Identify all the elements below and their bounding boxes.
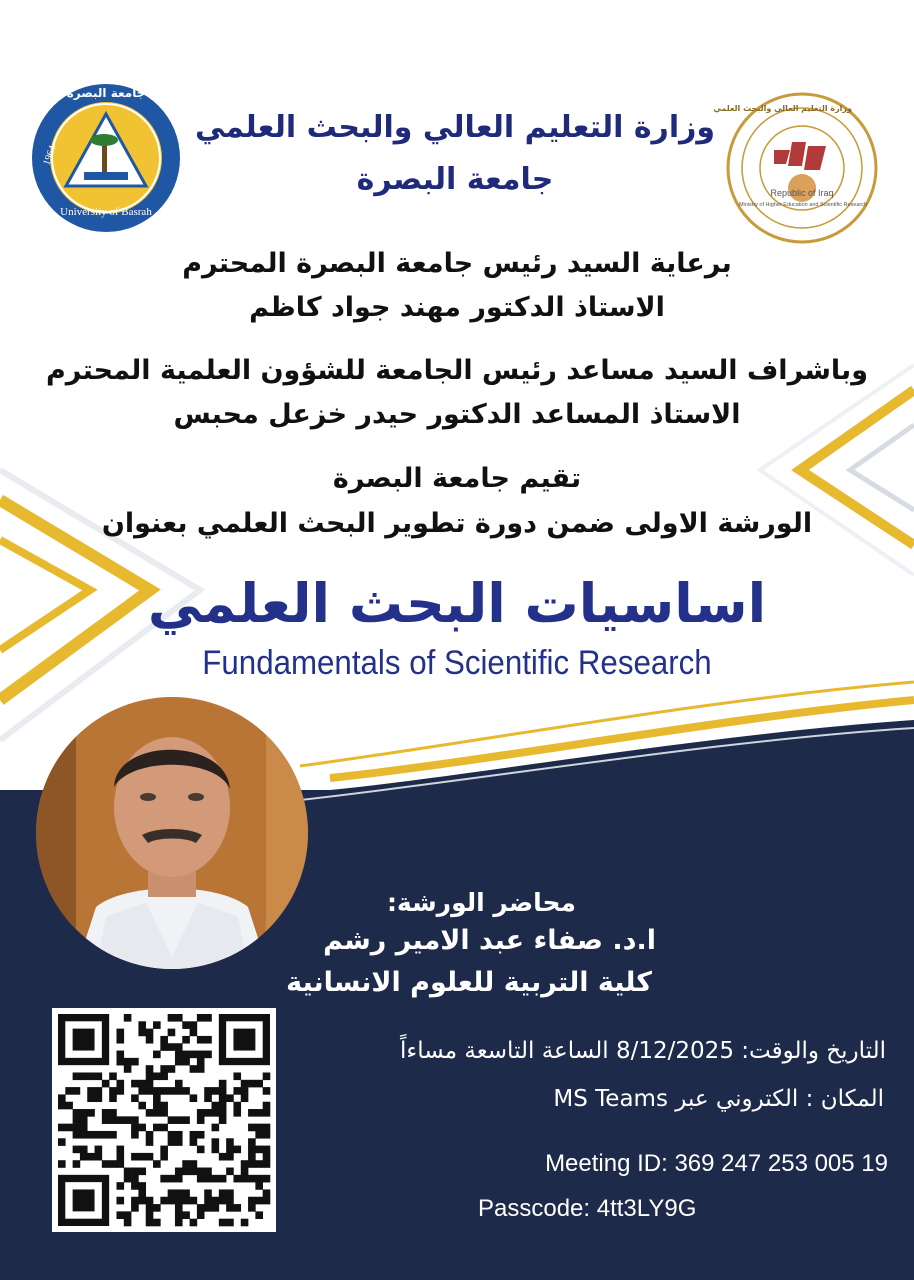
meeting-id: Meeting ID: 369 247 253 005 19: [545, 1150, 888, 1177]
event-datetime: التاريخ والوقت: 8/12/2025 الساعة التاسعة مساءاً: [400, 1038, 886, 1064]
ministry-logo-name-en: Ministry of Higher Education and Scientific Research: [738, 202, 868, 208]
announcement-line-2: الورشة الاولى ضمن دورة تطوير البحث العلمي بعنوان: [101, 508, 813, 539]
patronage-line-1: برعاية السيد رئيس جامعة البصرة المحترم: [182, 248, 732, 279]
ministry-title: وزارة التعليم العالي والبحث العلمي: [194, 110, 716, 145]
announcement-line-1: تقيم جامعة البصرة: [332, 463, 582, 494]
university-logo-name-en: University of Basrah: [60, 206, 152, 218]
event-location: المكان : الكتروني عبر MS Teams: [553, 1086, 884, 1112]
lecturer-label: محاضر الورشة:: [386, 888, 576, 917]
university-title: جامعة البصرة: [356, 162, 554, 197]
meeting-passcode: Passcode: 4tt3LY9G: [478, 1195, 697, 1222]
lecturer-photo: [36, 697, 308, 969]
lecturer-name: ا.د. صفاء عبد الامير رشم: [323, 925, 656, 956]
patronage-line-2: الاستاذ الدكتور مهند جواد كاظم: [249, 292, 665, 323]
lecturer-college: كلية التربية للعلوم الانسانية: [286, 967, 652, 998]
university-logo-name-ar: جامعة البصرة: [66, 86, 146, 100]
supervision-line-1: وباشراف السيد مساعد رئيس الجامعة للشؤون العلمية المحترم: [46, 355, 868, 386]
meeting-qr-code[interactable]: [52, 1008, 276, 1232]
ministry-logo-name-ar: وزارة التعليم العالي والبحث العلمي: [713, 104, 852, 113]
university-logo-year: 1964: [41, 144, 59, 167]
ministry-logo-country: Republic of Iraq: [770, 188, 834, 198]
workshop-title-ar: اساسيات البحث العلمي: [147, 572, 767, 635]
supervision-line-2: الاستاذ المساعد الدكتور حيدر خزعل محبس: [173, 399, 741, 430]
ministry-logo: [713, 92, 878, 244]
workshop-title-en: Fundamentals of Scientific Research: [202, 644, 712, 682]
